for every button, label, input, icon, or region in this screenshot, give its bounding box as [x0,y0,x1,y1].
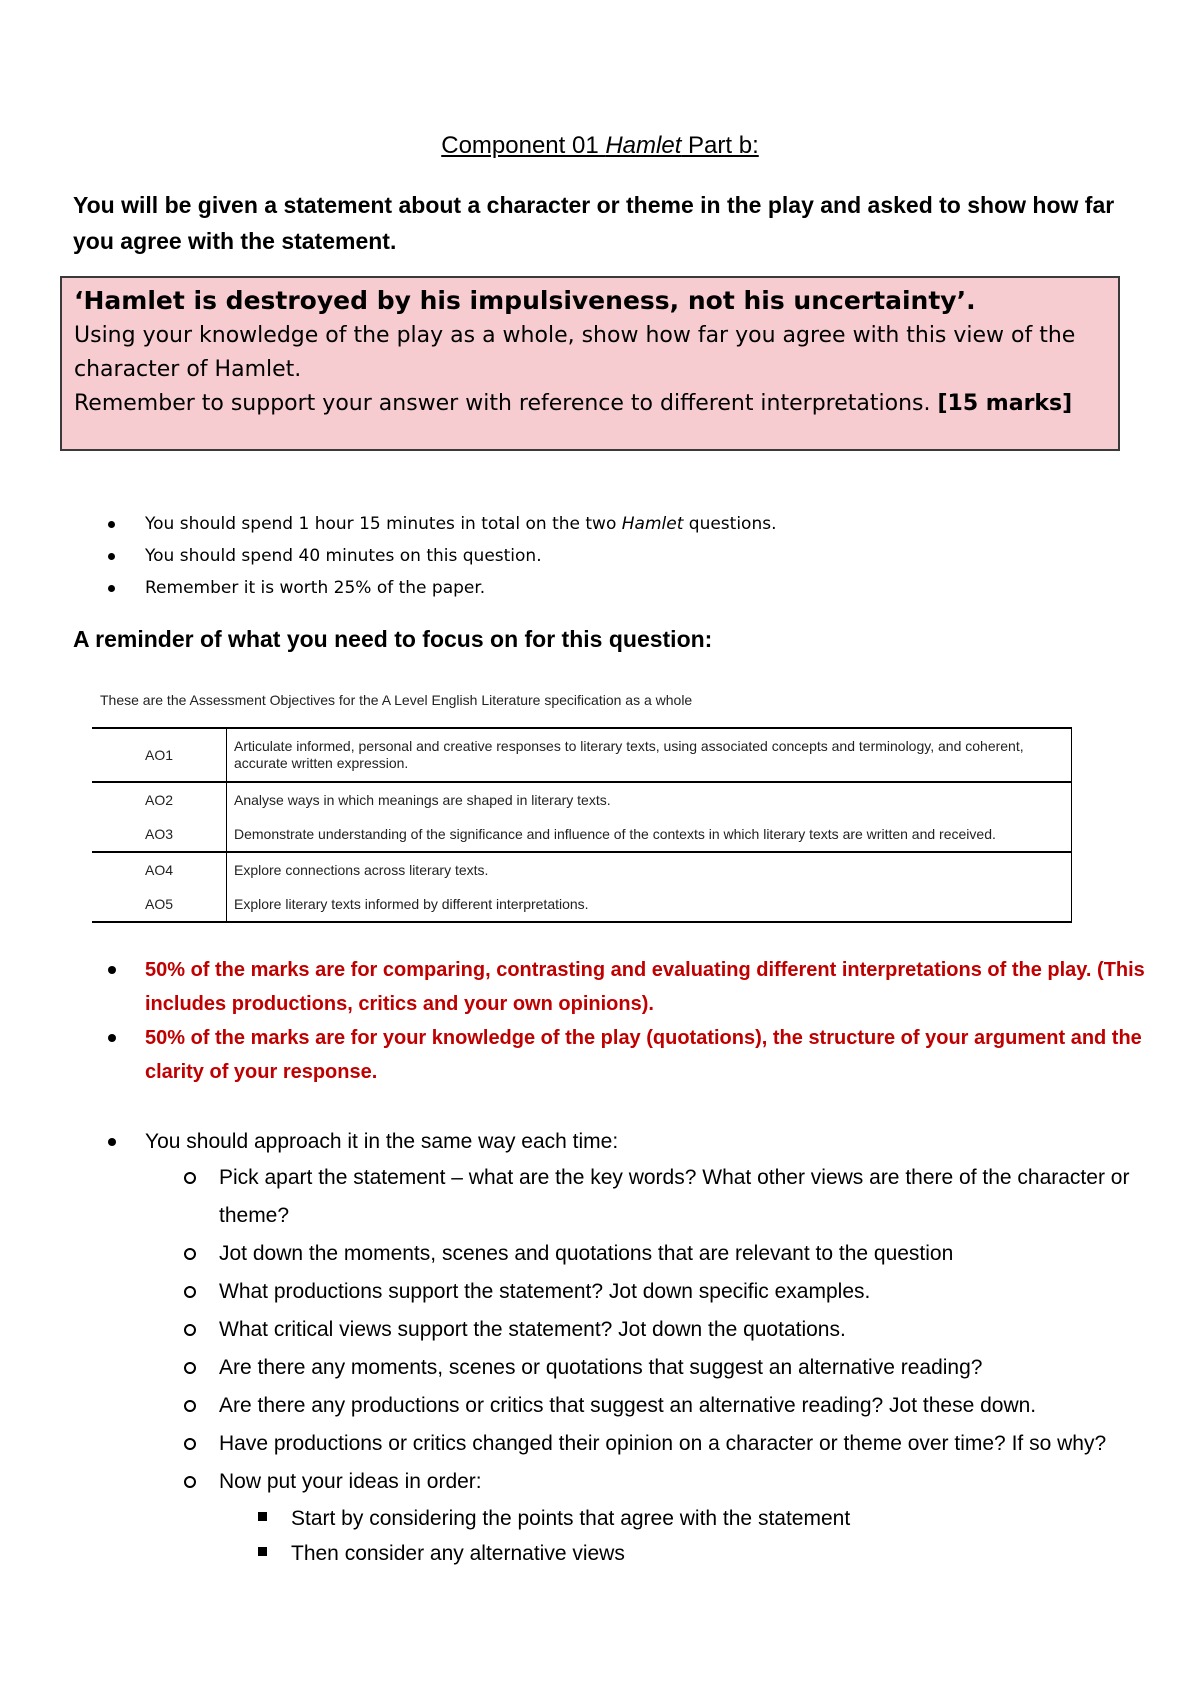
question-statement: ‘Hamlet is destroyed by his impulsiveness, not his uncertainty’. [74,286,976,315]
title-prefix: Component 01 [441,132,606,159]
list-item: What productions support the statement? Jot down specific examples. [105,1273,1145,1311]
ao-code: AO3 [92,817,227,852]
ao-description: Explore literary texts informed by different interpretations. [227,887,1072,922]
table-row [92,887,1072,922]
title-italic: Hamlet [605,132,682,159]
order-steps [105,1501,1145,1571]
list-item: Start by considering the points that agree with the statement [105,1501,1145,1536]
list-item: Jot down the moments, scenes and quotations that are relevant to the question [105,1235,1145,1273]
ao-description: Analyse ways in which meanings are shaped in literary texts. [227,782,1072,817]
assessment-caption: These are the Assessment Objectives for the A Level English Literature specification as a whole [100,692,693,708]
ao-description: Articulate informed, personal and creative responses to literary texts, using associated concepts and terminology, and coherent, accurate written expression. [227,728,1072,782]
assessment-objectives-table [92,727,1072,923]
list-item: What critical views support the statement? Jot down the quotations. [105,1311,1145,1349]
ao-code: AO2 [144,792,173,808]
marks-breakdown-list [105,953,1145,1089]
list-item: 50% of the marks are for comparing, contrasting and evaluating different interpretations of the play. (This includes productions, critics and your own opinions). [105,953,1145,1021]
list-item: Remember it is worth 25% of the paper. [105,572,777,604]
approach-steps [105,1159,1145,1501]
question-reminder [74,387,1106,421]
question-marks: [15 marks] [937,391,1073,416]
table-row [92,852,1072,887]
list-item: You should spend 40 minutes on this question. [105,540,777,572]
page-title [0,132,1200,160]
table-row [92,817,1072,852]
ao-description: Demonstrate understanding of the significance and influence of the contexts in which literary texts are written and received. [227,817,1072,852]
approach-section [105,1125,1145,1571]
ao-description: Explore connections across literary texts. [227,852,1072,887]
list-item: 50% of the marks are for your knowledge of the play (quotations), the structure of your argument and the clarity of your response. [105,1021,1145,1089]
table-row [92,728,1072,782]
list-item: Now put your ideas in order: [105,1463,1145,1501]
list-item: Are there any productions or critics that suggest an alternative reading? Jot these down. [105,1387,1145,1425]
list-item: Have productions or critics changed their opinion on a character or theme over time? If so why? [105,1425,1145,1463]
timing-list [105,508,777,604]
ao-code: AO1 [92,728,227,782]
list-item: You should spend 1 hour 15 minutes in total on the two Hamlet questions. [105,508,777,540]
table-row [92,782,1072,817]
approach-intro: You should approach it in the same way each time: [105,1125,1145,1159]
title-suffix: Part b: [681,132,759,159]
list-item: Pick apart the statement – what are the key words? What other views are there of the character or theme? [105,1159,1145,1235]
reminder-heading: A reminder of what you need to focus on for this question: [73,626,713,652]
question-reminder-text: Remember to support your answer with reference to different interpretations. [74,391,931,416]
list-item: Are there any moments, scenes or quotations that suggest an alternative reading? [105,1349,1145,1387]
question-box [60,276,1120,451]
question-instruction: Using your knowledge of the play as a whole, show how far you agree with this view of the character of Hamlet. [74,323,1076,382]
ao-code: AO4 [144,862,173,878]
list-item: Then consider any alternative views [105,1536,1145,1571]
ao-code: AO5 [92,887,227,922]
intro-text: You will be given a statement about a character or theme in the play and asked to show how far you agree with the statement. [73,192,1115,254]
